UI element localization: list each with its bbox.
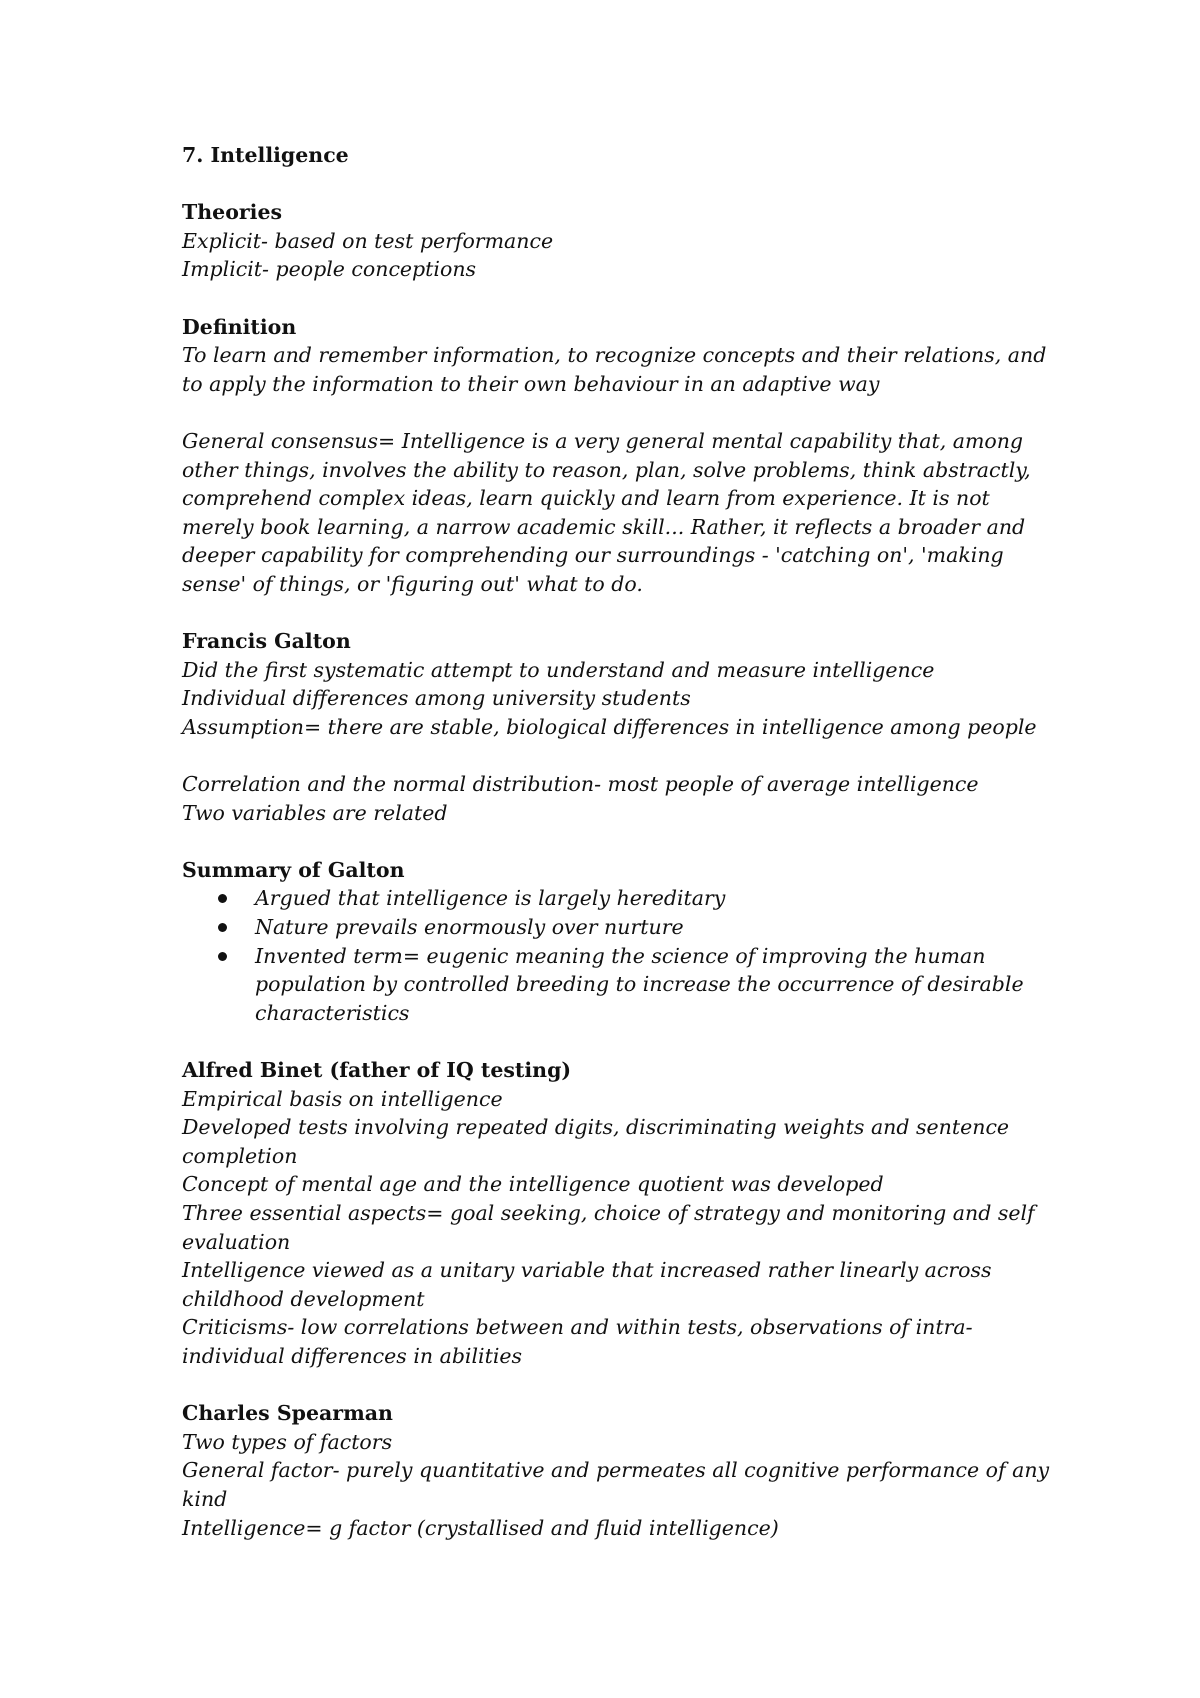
section-heading-francis-galton: Francis Galton [182, 629, 351, 654]
section-heading-theories: Theories [182, 200, 283, 225]
section-heading-alfred-binet: Alfred Binet (father of IQ testing) [182, 1058, 572, 1082]
bullet-item [182, 942, 1062, 1028]
text-line: Intelligence= g factor (crystallised and fluid intelligence) [182, 1515, 779, 1540]
bullet-text: Invented term= eugenic meaning the science of improving the human [255, 943, 986, 968]
text-line: To learn and remember information, to recognize concepts and their relations, and [182, 343, 1047, 368]
bullet-text: population by controlled breeding to increase the occurrence of desirable [255, 972, 1024, 997]
section-heading-summary-of-galton: Summary of Galton [182, 857, 405, 882]
text-line: kind [182, 1486, 228, 1511]
blank-line [182, 827, 1062, 856]
text-line: General consensus= Intelligence is a very general mental capability that, among [182, 428, 1024, 453]
bullet-icon [218, 894, 227, 903]
bullet-icon [218, 952, 227, 961]
blank-line [182, 599, 1062, 628]
blank-line [182, 284, 1062, 313]
text-line: Criticisms- low correlations between and within tests, observations of intra- [182, 1315, 973, 1340]
text-line: other things, involves the ability to reason, plan, solve problems, think abstractly, [182, 457, 1031, 482]
blank-line [182, 741, 1062, 770]
text-line: completion [182, 1143, 298, 1168]
text-line: evaluation [182, 1229, 291, 1254]
blank-line [182, 398, 1062, 427]
bullet-text: Argued that intelligence is largely hereditary [255, 886, 726, 911]
text-line: Three essential aspects= goal seeking, choice of strategy and monitoring and self [182, 1200, 1035, 1225]
text-line: Implicit- people conceptions [182, 257, 477, 282]
bullet-text: characteristics [255, 1000, 410, 1025]
text-line: Assumption= there are stable, biological differences in intelligence among people [182, 714, 1037, 739]
bullet-icon [218, 923, 227, 932]
text-line: to apply the information to their own behaviour in an adaptive way [182, 371, 880, 396]
text-line: Developed tests involving repeated digits, discriminating weights and sentence [182, 1115, 1010, 1140]
text-line: Empirical basis on intelligence [182, 1086, 503, 1111]
bullet-list [182, 884, 1062, 1027]
text-line: individual differences in abilities [182, 1343, 523, 1368]
text-line: comprehend complex ideas, learn quickly and learn from experience. It is not [182, 486, 990, 511]
text-line: sense' of things, or 'figuring out' what to do. [182, 571, 643, 596]
text-line: Did the first systematic attempt to understand and measure intelligence [182, 657, 935, 682]
document-page [182, 141, 1062, 1542]
text-line: Explicit- based on test performance [182, 228, 554, 253]
bullet-item [182, 913, 1062, 942]
text-line: Intelligence viewed as a unitary variable that increased rather linearly across [182, 1258, 992, 1283]
bullet-text: Nature prevails enormously over nurture [255, 915, 684, 940]
section-heading-definition: Definition [182, 314, 297, 339]
text-line: Correlation and the normal distribution- most people of average intelligence [182, 772, 979, 797]
text-line: childhood development [182, 1286, 425, 1311]
blank-line [182, 1027, 1062, 1056]
text-line: General factor- purely quantitative and permeates all cognitive performance of any [182, 1458, 1050, 1483]
text-line: Two types of factors [182, 1429, 393, 1454]
text-line: deeper capability for comprehending our surroundings - 'catching on', 'making [182, 543, 1004, 568]
bullet-item [182, 884, 1062, 913]
document-title: 7. Intelligence [182, 143, 349, 167]
text-line: Individual differences among university students [182, 686, 691, 711]
text-line: merely book learning, a narrow academic skill... Rather, it reflects a broader and [182, 514, 1026, 539]
blank-line [182, 1371, 1062, 1400]
text-line: Concept of mental age and the intelligence quotient was developed [182, 1172, 884, 1197]
blank-line [182, 170, 1062, 199]
text-line: Two variables are related [182, 800, 448, 825]
section-heading-charles-spearman: Charles Spearman [182, 1401, 393, 1426]
